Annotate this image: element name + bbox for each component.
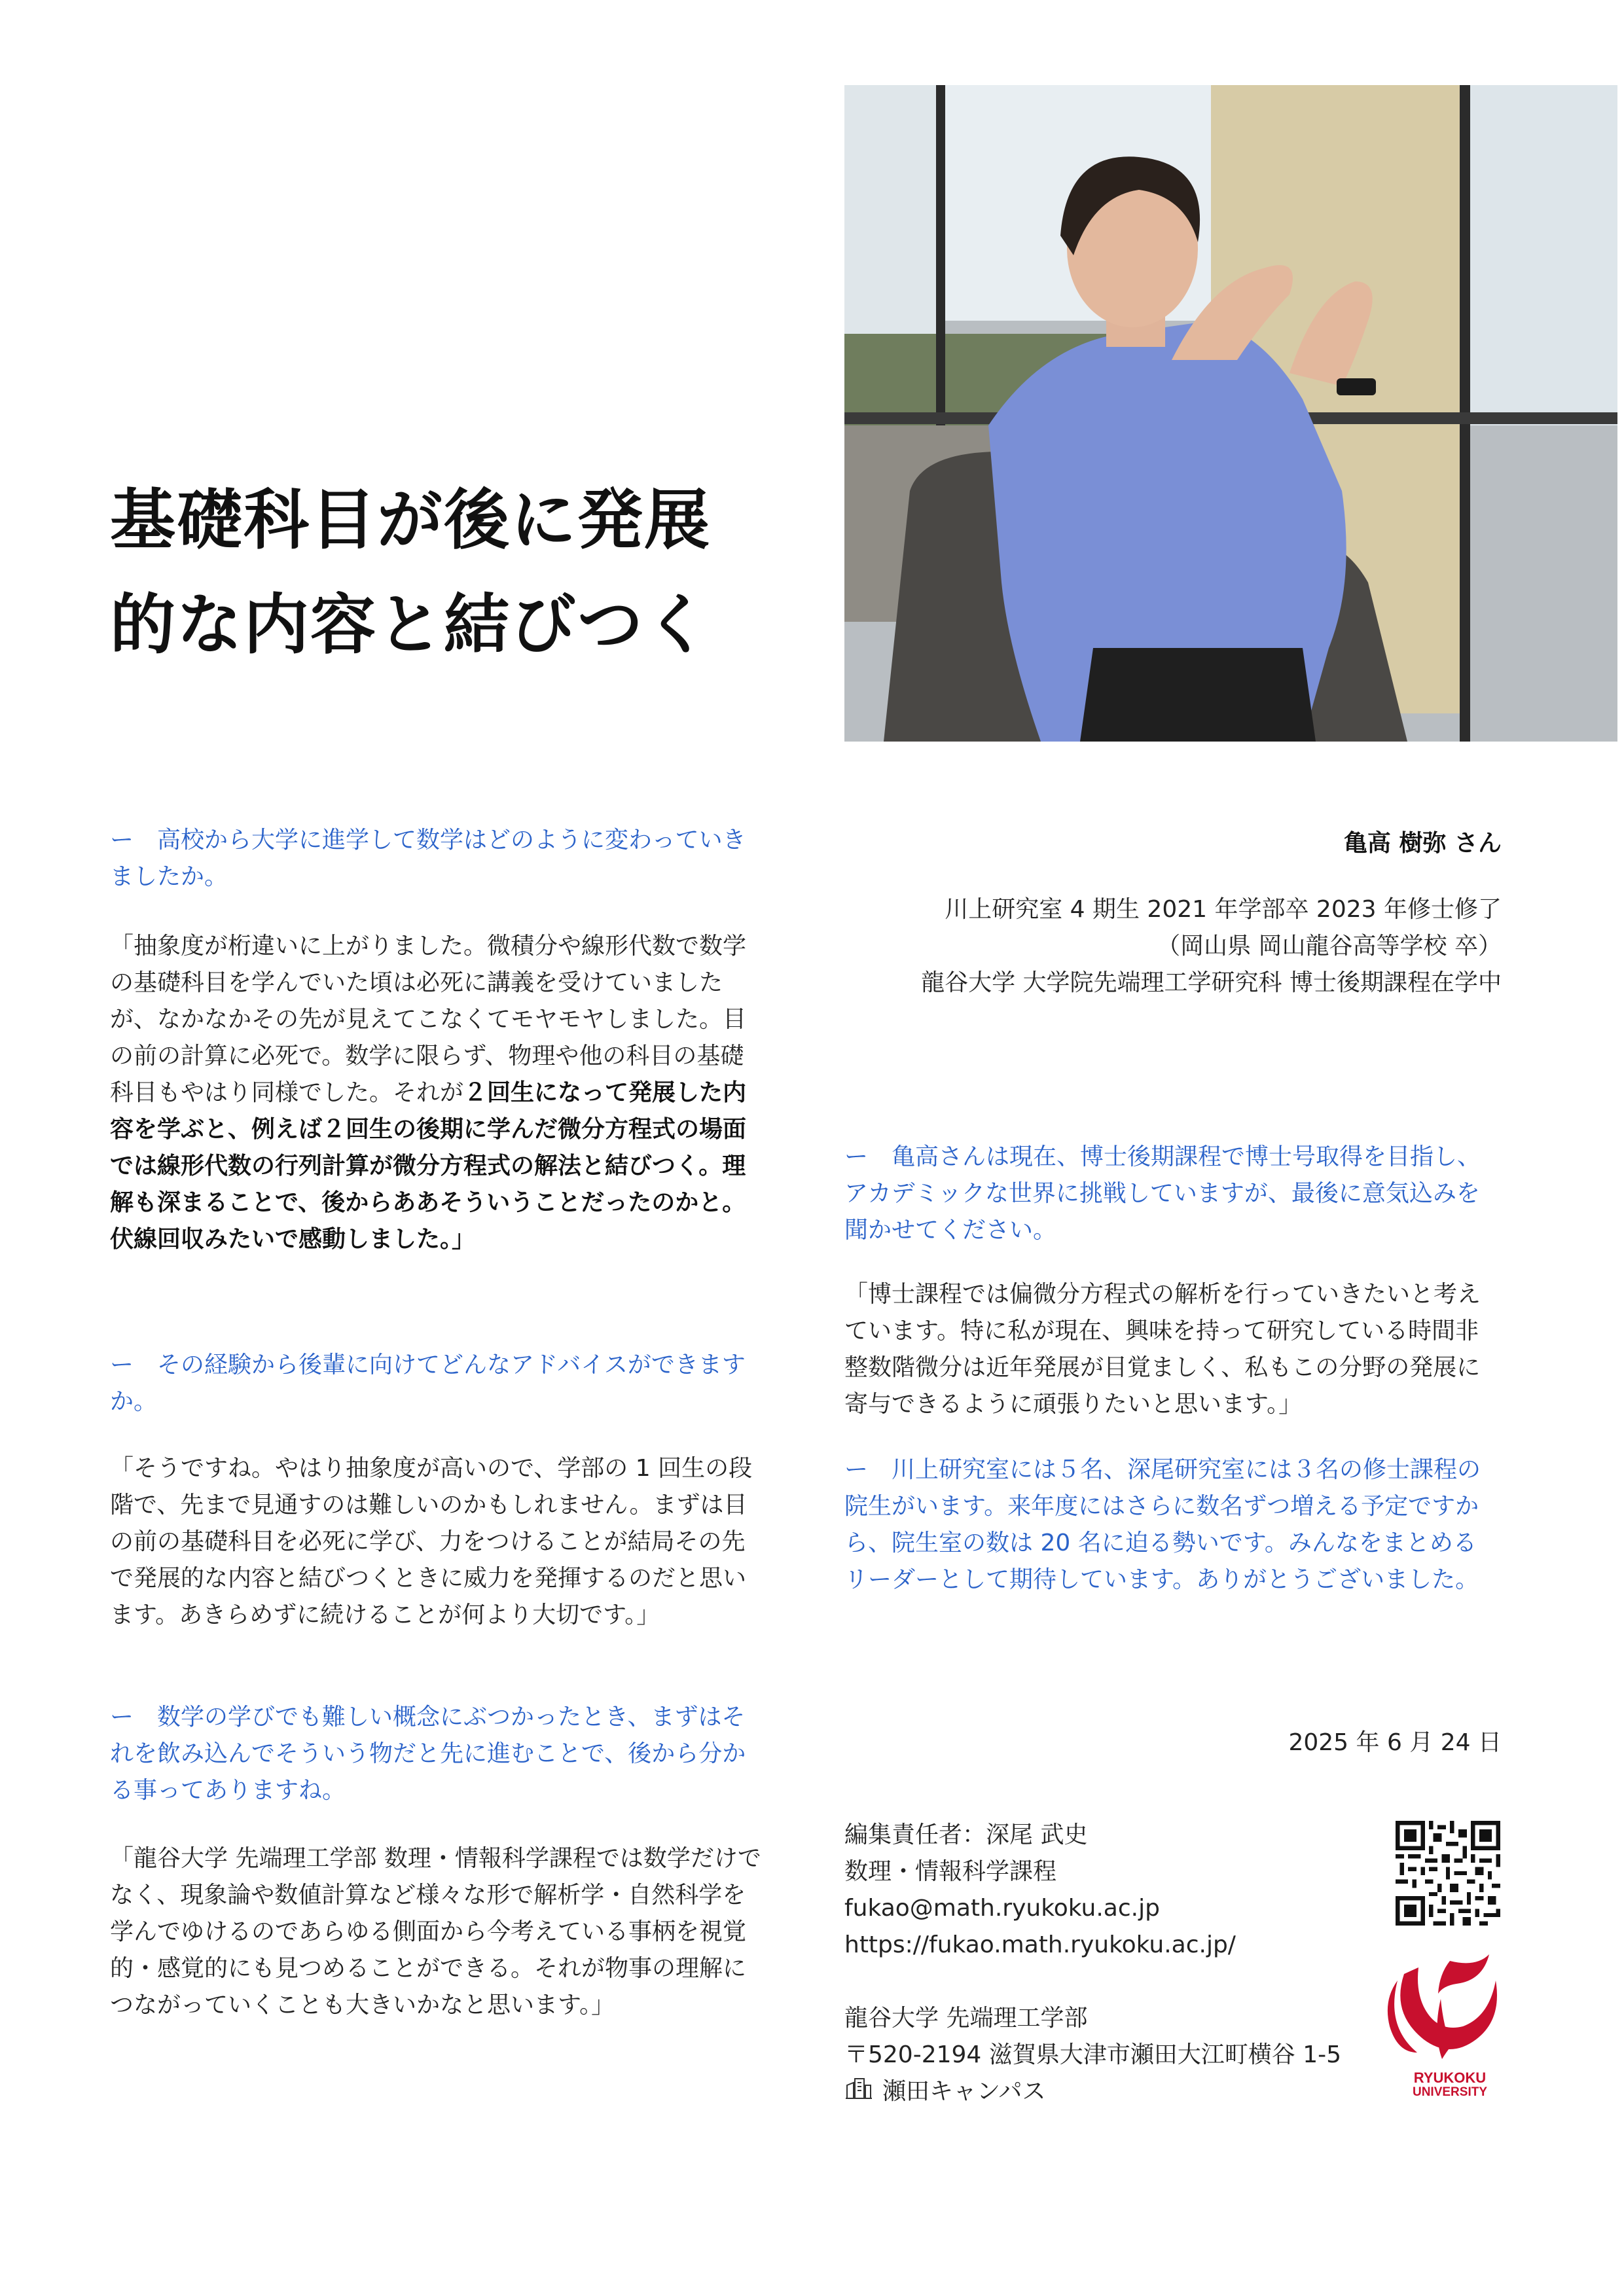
title-line-2: 的な内容と結びつく <box>110 586 711 663</box>
campus <box>844 2073 1341 2111</box>
spacer <box>844 1964 1341 2000</box>
page-title <box>110 468 856 677</box>
interviewee-photo <box>844 85 1617 742</box>
university-name: 龍谷大学 先端理工学部 <box>844 2005 1088 2032</box>
ryukoku-emblem-icon <box>1378 1954 1522 2066</box>
question-2: ー その経験から後輩に向けてどんなアドバイスができますか。 <box>110 1352 746 1415</box>
ryukoku-university-logo <box>1378 1954 1522 2100</box>
answer-4: 「博士課程では偏微分方程式の解析を行っていきたいと考えています。特に私が現在、興味を持って研究している時間非整数階微分は近年発展が目覚ましく、私もこの分野の発展に寄与できるように頑張りたいと思います。」 <box>844 1281 1481 1418</box>
title-line-1: 基礎科目が後に発展 <box>110 482 711 558</box>
closing-remark: ー 川上研究室には５名、深尾研究室には３名の修士課程の院生がいます。来年度にはさらに数名ずつ増える予定ですから、院生室の数は 20 名に迫る勢いです。みんなをまとめるリーダーとして期待しています。ありがとうございました。 <box>844 1456 1481 1593</box>
address: 〒520-2194 滋賀県大津市瀬田大江町横谷 1-5 <box>844 2041 1342 2068</box>
answer-1 <box>110 928 765 1258</box>
logo-text-line1: RYUKOKU <box>1413 2070 1487 2086</box>
bio-line-1: 川上研究室 4 期生 2021 年学部卒 2023 年修士修了 <box>945 896 1502 923</box>
contact-block <box>844 1817 1341 2111</box>
logo-text-line2: UNIVERSITY <box>1412 2085 1488 2099</box>
bio-line-3: 龍谷大学 大学院先端理工学研究科 博士後期課程在学中 <box>921 969 1502 996</box>
email-link[interactable]: fukao@math.ryukoku.ac.jp <box>844 1895 1160 1922</box>
campus-name: 瀬田キャンパス <box>882 2078 1046 2105</box>
answer-2: 「そうですね。やはり抽象度が高いので、学部の 1 回生の段階で、先まで見通すのは難しいのかもしれません。まずは目の前の基礎科目を必死に学び、力をつけることが結局その先で発展的な内容と結びつくときに威力を発揮するのだと思います。あきらめずに続けることが何より大切です。」 <box>110 1455 753 1628</box>
bio-line-2: （岡山県 岡山龍谷高等学校 卒） <box>1157 933 1502 960</box>
editor: 編集責任者：深尾 武史 <box>844 1821 1088 1848</box>
interviewee-bio <box>921 891 1502 1001</box>
question-3: ー 数学の学びでも難しい概念にぶつかったとき、まずはそれを飲み込んでそういう物だと先に進むことで、後から分かる事ってありますね。 <box>110 1704 746 1804</box>
website-link[interactable]: https://fukao.math.ryukoku.ac.jp/ <box>844 1931 1236 1958</box>
interviewee-name: 亀高 樹弥 さん <box>1343 830 1502 857</box>
logo-text <box>1378 2071 1522 2100</box>
answer-1-bold: ２回生になって発展した内容を学ぶと、例えば２回生の後期に学んだ微分方程式の場面では線形代数の行列計算が微分方程式の解法と結びつく。理解も深まることで、後からああそういうことだったのかと。伏線回収みたいで感動しました。」 <box>110 1079 747 1253</box>
answer-3: 「龍谷大学 先端理工学部 数理・情報科学課程では数学だけでなく、現象論や数値計算など様々な形で解析学・自然科学を学んでゆけるのであらゆる側面から今考えている事柄を視覚的・感覚的にも見つめることができる。それが物事の理解につながっていくことも大きいかなと思います。」 <box>110 1845 761 2018</box>
interview-date: 2025 年 6 月 24 日 <box>1288 1729 1502 1756</box>
question-4: ー 亀高さんは現在、博士後期課程で博士号取得を目指し、アカデミックな世界に挑戦していますが、最後に意気込みを聞かせてください。 <box>844 1143 1481 1244</box>
qr-code-icon[interactable] <box>1396 1821 1500 1926</box>
question-1: ー 高校から大学に進学して数学はどのように変わっていきましたか。 <box>110 827 746 890</box>
person-portrait-photo-icon <box>844 85 1617 742</box>
department: 数理・情報科学課程 <box>844 1858 1057 1885</box>
building-icon <box>844 2074 873 2111</box>
answer-1-normal: 「抽象度が桁違いに上がりました。微積分や線形代数で数学の基礎科目を学んでいた頃は必死に講義を受けていましたが、なかなかその先が見えてこなくてモヤモヤしました。目の前の計算に必死で。数学に限らず、物理や他の科目の基礎科目もやはり同様でした。それが <box>110 933 747 1106</box>
